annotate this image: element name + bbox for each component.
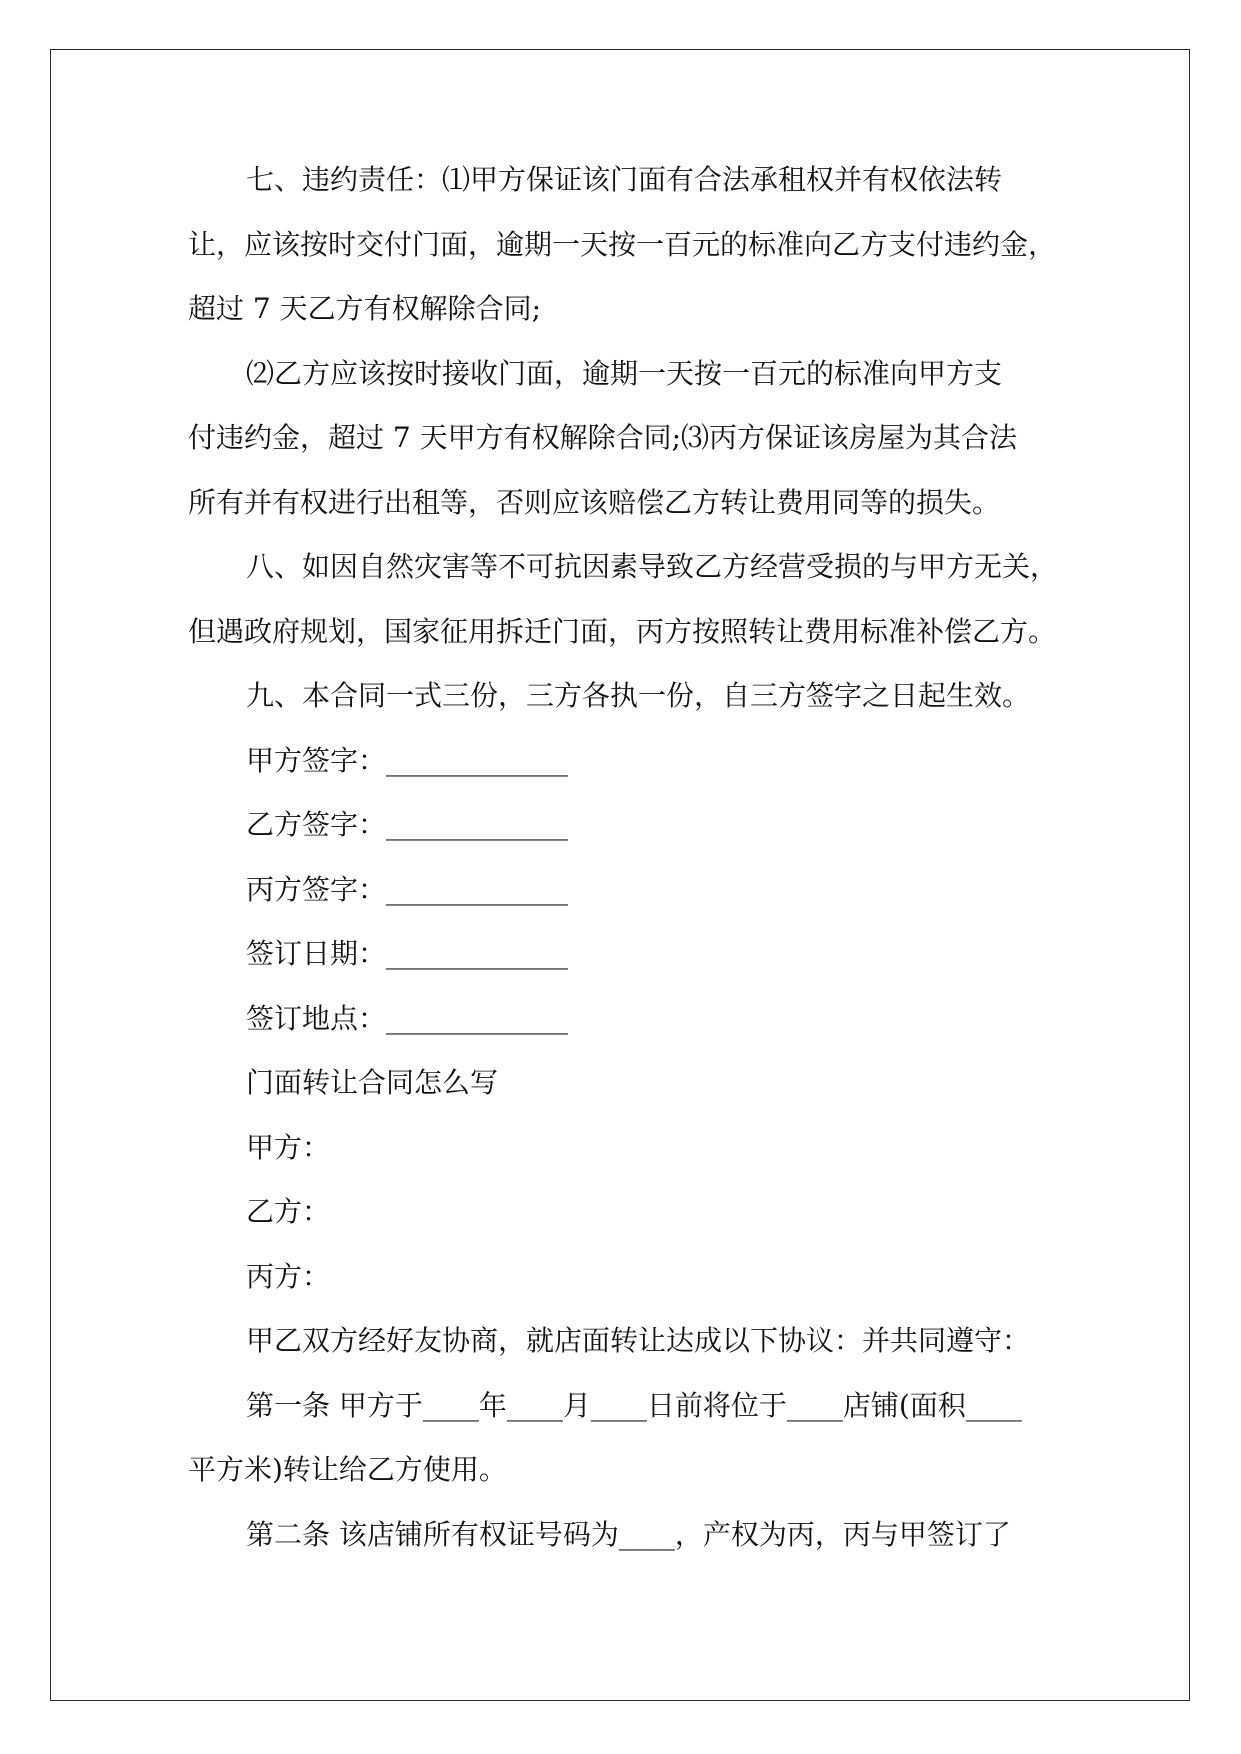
article-two-line: 第二条 该店铺所有权证号码为____，产权为丙，丙与甲签订了 [246,1517,1011,1551]
article-one-line: 第一条 甲方于____年____月____日前将位于____店铺(面积____ [246,1388,1022,1422]
party-b-label: 乙方： [246,1195,331,1228]
signing-place-line: 签订地点：_____________ [246,1001,569,1035]
document-body [188,148,1068,1567]
signature-line-party-b: 乙方签字：_____________ [246,808,569,841]
paragraph-line: 但遇政府规划，国家征用拆迁门面，丙方按照转让费用标准补偿乙方。 [188,614,1057,648]
paragraph-line: 超过 7 天乙方有权解除合同; [188,292,542,325]
paragraph-line: 甲乙双方经好友协商，就店面转让达成以下协议：并共同遵守： [246,1324,1031,1357]
paragraph-line: 九、本合同一式三份，三方各执一份，自三方签字之日起生效。 [246,679,1031,712]
paragraph-line: 所有并有权进行出租等，否则应该赔偿乙方转让费用同等的损失。 [188,485,1001,519]
party-c-label: 丙方： [246,1259,331,1293]
signature-line-party-c: 丙方签字：_____________ [246,872,569,906]
paragraph-line: 八、如因自然灾害等不可抗因素导致乙方经营受损的与甲方无关， [246,550,1059,583]
party-a-label: 甲方： [246,1130,331,1164]
signature-line-party-a: 甲方签字：_____________ [246,743,569,777]
paragraph-line: ⑵乙方应该按时接收门面，逾期一天按一百元的标准向甲方支 [246,356,1003,390]
signing-date-line: 签订日期：_____________ [246,937,569,970]
section-heading: 门面转让合同怎么写 [246,1066,499,1099]
article-one-line: 平方米)转让给乙方使用。 [188,1453,507,1486]
paragraph-line: 让，应该按时交付门面，逾期一天按一百元的标准向乙方支付违约金， [188,227,1057,261]
paragraph-line: 付违约金，超过 7 天甲方有权解除合同;⑶丙方保证该房屋为其合法 [188,421,1018,454]
paragraph-line: 七、违约责任：⑴甲方保证该门面有合法承租权并有权依法转 [246,163,1003,196]
